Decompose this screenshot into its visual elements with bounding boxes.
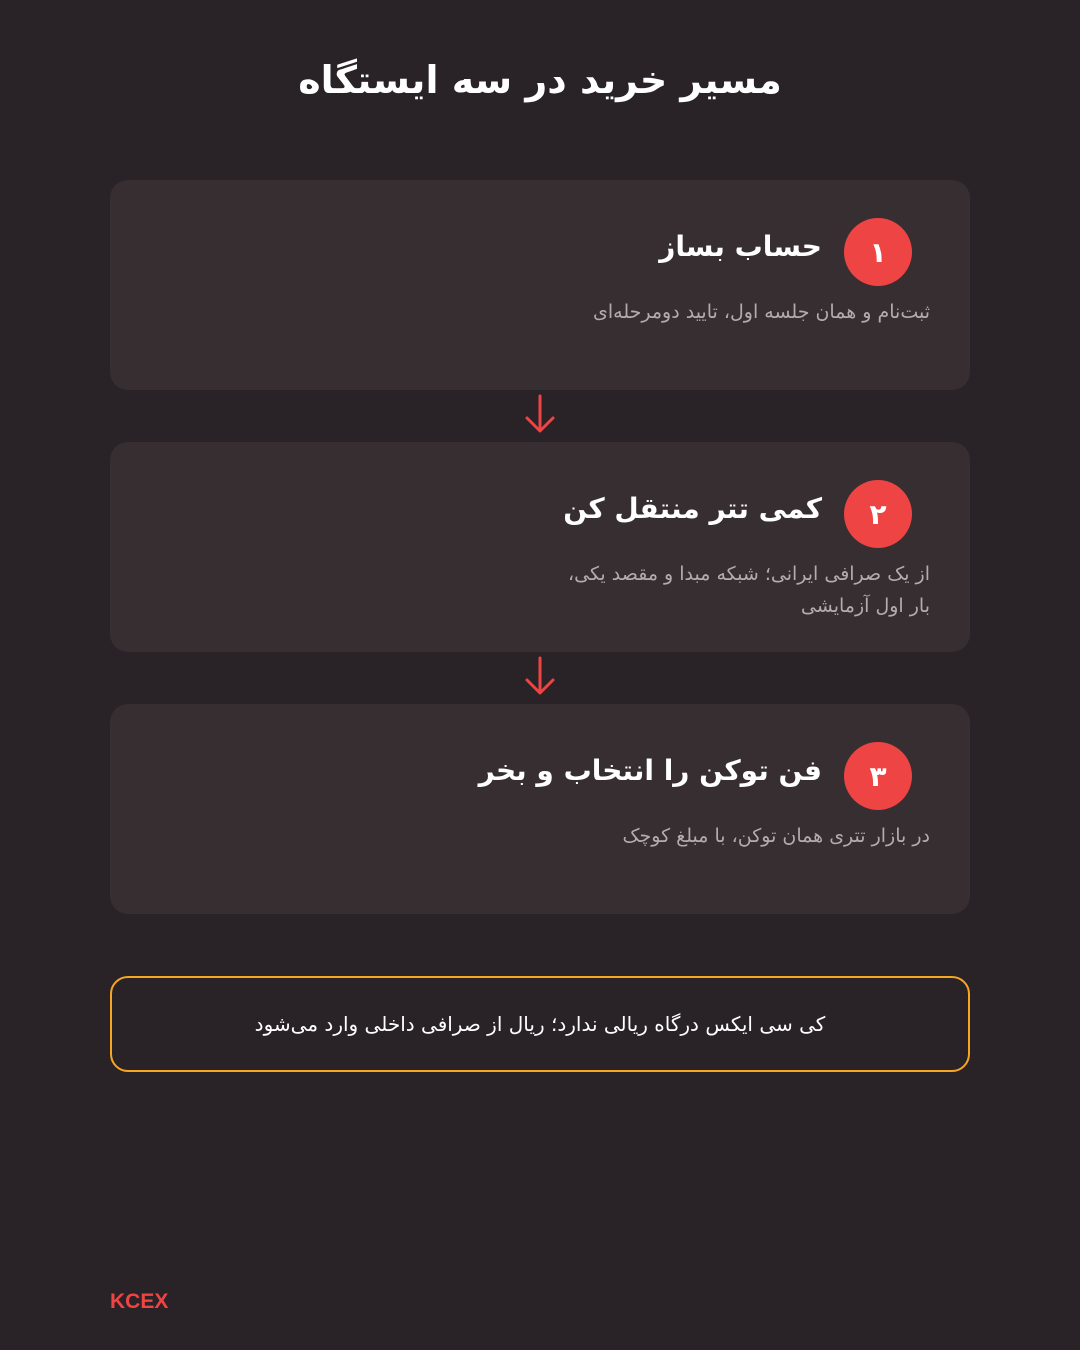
step-card-1	[110, 180, 970, 390]
step-card-3	[110, 704, 970, 914]
step-description: ثبت‌نام و همان جلسه اول، تایید دومرحله‌ای	[593, 301, 930, 323]
step-number-badge: ۳	[844, 742, 912, 810]
note-text: کی سی ایکس درگاه ریالی ندارد؛ ریال از صرافی داخلی وارد می‌شود	[254, 1012, 826, 1036]
step-description: از یک صرافی ایرانی؛ شبکه مبدا و مقصد یکی، بار اول آزمایشی	[567, 563, 930, 617]
brand-logo: KCEX	[110, 1290, 169, 1313]
arrow-down-icon	[522, 655, 558, 697]
page-title: مسیر خرید در سه ایستگاه	[298, 58, 782, 102]
arrow-down-icon	[522, 393, 558, 435]
step-description: در بازار تتری همان توکن، با مبلغ کوچک	[622, 825, 930, 847]
step-title: فن توکن را انتخاب و بخر	[478, 754, 822, 787]
step-number-badge: ۲	[844, 480, 912, 548]
step-title: کمی تتر منتقل کن	[563, 492, 822, 525]
step-number-badge: ۱	[844, 218, 912, 286]
step-card-2	[110, 442, 970, 652]
step-title: حساب بساز	[659, 230, 822, 263]
note-box	[110, 976, 970, 1072]
